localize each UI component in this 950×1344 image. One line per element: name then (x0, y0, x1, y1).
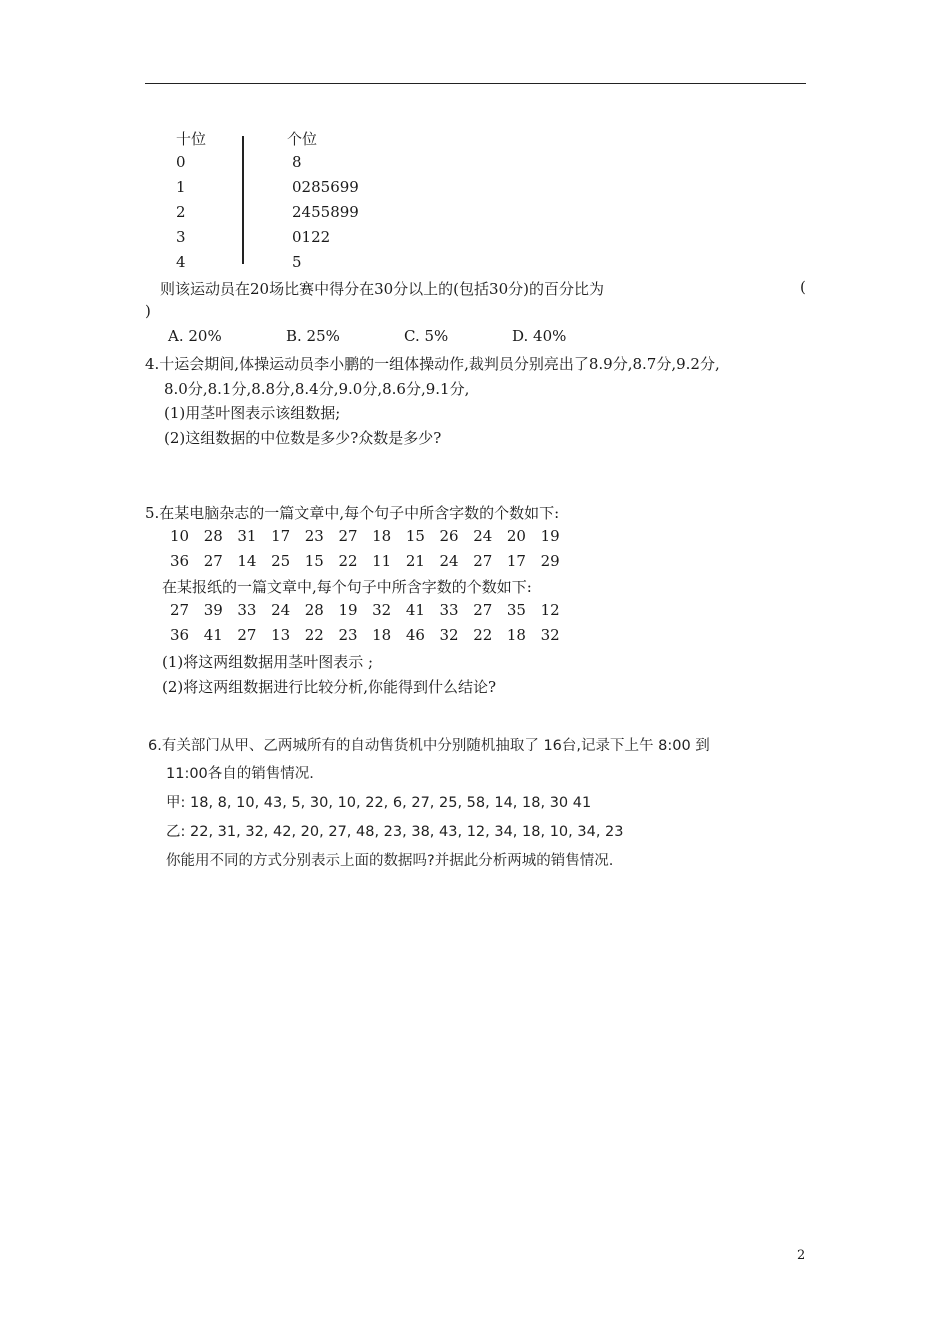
page-number: 2 (797, 1248, 806, 1263)
leaves-0 (292, 153, 302, 171)
value: 27 (237, 626, 257, 644)
leaf: 9 (339, 178, 350, 196)
leaf: 0 (292, 228, 302, 246)
value: 27 (473, 601, 493, 619)
value: 24 (473, 527, 493, 545)
value: 36 (170, 626, 190, 644)
value: 17 (506, 552, 526, 570)
value: 13 (271, 626, 291, 644)
q6-yi-label: 乙: (166, 824, 186, 840)
q3-option-d: D. 40% (512, 327, 567, 345)
q5-magazine-row1 (170, 527, 574, 545)
value: 39 (203, 601, 223, 619)
value: 27 (203, 552, 223, 570)
leaves-3 (292, 228, 330, 246)
leaf: 9 (349, 178, 359, 196)
value: 25 (271, 552, 291, 570)
value: 33 (237, 601, 257, 619)
value: 18 (372, 527, 392, 545)
leaves-1 (292, 178, 359, 196)
stem-4: 4 (176, 253, 186, 271)
leaf: 2 (320, 228, 331, 246)
value: 31 (237, 527, 257, 545)
leaf: 2 (301, 178, 312, 196)
leaf: 9 (339, 203, 350, 221)
value: 10 (170, 527, 190, 545)
q5-newspaper-row2 (170, 626, 574, 644)
leaf: 5 (320, 203, 331, 221)
value: 24 (439, 552, 459, 570)
q6-yi-values: 22, 31, 32, 42, 20, 27, 48, 23, 38, 43, 12, 34, 18, 10, 34, 23 (190, 824, 624, 840)
q5-sub1: (1)将这两组数据用茎叶图表示 ; (162, 653, 374, 671)
value: 15 (304, 552, 324, 570)
stem-leaf-divider (242, 136, 244, 264)
leaf: 4 (301, 203, 312, 221)
value: 18 (372, 626, 392, 644)
q5-sub2: (2)将这两组数据进行比较分析,你能得到什么结论? (162, 678, 497, 696)
q3-question: 则该运动员在20场比赛中得分在30分以上的(包括30分)的百分比为 (160, 280, 604, 298)
value: 15 (405, 527, 425, 545)
q3-option-b: B. 25% (286, 327, 340, 345)
value: 32 (439, 626, 459, 644)
q5-newspaper-row1 (170, 601, 574, 619)
q6-jia-values: 18, 8, 10, 43, 5, 30, 10, 22, 6, 27, 25, 58, 14, 18, 30 41 (190, 795, 592, 811)
q6-jia-label: 甲: (166, 795, 186, 811)
leaf: 2 (311, 228, 321, 246)
leaf: 2 (292, 203, 302, 221)
stem-1: 1 (176, 178, 186, 196)
value: 26 (439, 527, 459, 545)
value: 19 (540, 527, 560, 545)
value: 14 (237, 552, 257, 570)
leaf: 5 (311, 203, 321, 221)
q3-paren-close: ) (145, 302, 151, 320)
q4-line1: 4.十运会期间,体操运动员李小鹏的一组体操动作,裁判员分别亮出了8.9分,8.7分,9.2分, (145, 355, 720, 373)
q6-line1: 6.有关部门从甲、乙两城所有的自动售货机中分别随机抽取了 16台,记录下上午 8:00 到 (148, 738, 710, 754)
value: 20 (506, 527, 526, 545)
leaf: 9 (349, 203, 359, 221)
q6-line5: 你能用不同的方式分别表示上面的数据吗?并据此分析两城的销售情况. (166, 853, 614, 869)
stem-2: 2 (176, 203, 186, 221)
value: 32 (540, 626, 560, 644)
q6-line2: 11:00各自的销售情况. (166, 766, 314, 782)
stem-3: 3 (176, 228, 186, 246)
q5-intro1: 5.在某电脑杂志的一篇文章中,每个句子中所含字数的个数如下: (145, 504, 560, 522)
value: 46 (405, 626, 425, 644)
value: 27 (170, 601, 190, 619)
value: 17 (271, 527, 291, 545)
value: 19 (338, 601, 358, 619)
leaf: 8 (292, 153, 302, 171)
value: 24 (271, 601, 291, 619)
leaves-4 (292, 253, 302, 271)
leaf: 5 (320, 178, 331, 196)
leaf: 5 (292, 253, 302, 271)
leaf-header: 个位 (287, 130, 318, 148)
value: 27 (338, 527, 358, 545)
value: 29 (540, 552, 560, 570)
value: 18 (506, 626, 526, 644)
value: 22 (338, 552, 358, 570)
value: 33 (439, 601, 459, 619)
q3-option-c: C. 5% (404, 327, 449, 345)
value: 36 (170, 552, 190, 570)
value: 28 (203, 527, 223, 545)
stem-0: 0 (176, 153, 186, 171)
value: 22 (473, 626, 493, 644)
value: 23 (304, 527, 324, 545)
value: 41 (203, 626, 223, 644)
leaves-2 (292, 203, 359, 221)
leaf: 8 (330, 203, 340, 221)
value: 32 (372, 601, 392, 619)
stem-header: 十位 (176, 130, 207, 148)
leaf: 0 (292, 178, 302, 196)
leaf: 6 (330, 178, 340, 196)
leaf: 8 (311, 178, 321, 196)
value: 21 (405, 552, 425, 570)
q3-option-a: A. 20% (168, 327, 222, 345)
value: 41 (405, 601, 425, 619)
header-rule (145, 83, 806, 84)
value: 23 (338, 626, 358, 644)
value: 35 (506, 601, 526, 619)
value: 28 (304, 601, 324, 619)
q5-magazine-row2 (170, 552, 574, 570)
q5-intro2: 在某报纸的一篇文章中,每个句子中所含字数的个数如下: (162, 578, 532, 596)
value: 11 (372, 552, 392, 570)
q6-jia (166, 791, 591, 812)
q6-yi (166, 820, 624, 841)
value: 22 (304, 626, 324, 644)
leaf: 1 (301, 228, 312, 246)
value: 27 (473, 552, 493, 570)
q3-paren-open: ( (800, 278, 806, 296)
q4-sub2: (2)这组数据的中位数是多少?众数是多少? (164, 429, 442, 447)
value: 12 (540, 601, 560, 619)
q4-line2: 8.0分,8.1分,8.8分,8.4分,9.0分,8.6分,9.1分, (164, 380, 470, 398)
q4-sub1: (1)用茎叶图表示该组数据; (164, 404, 341, 422)
